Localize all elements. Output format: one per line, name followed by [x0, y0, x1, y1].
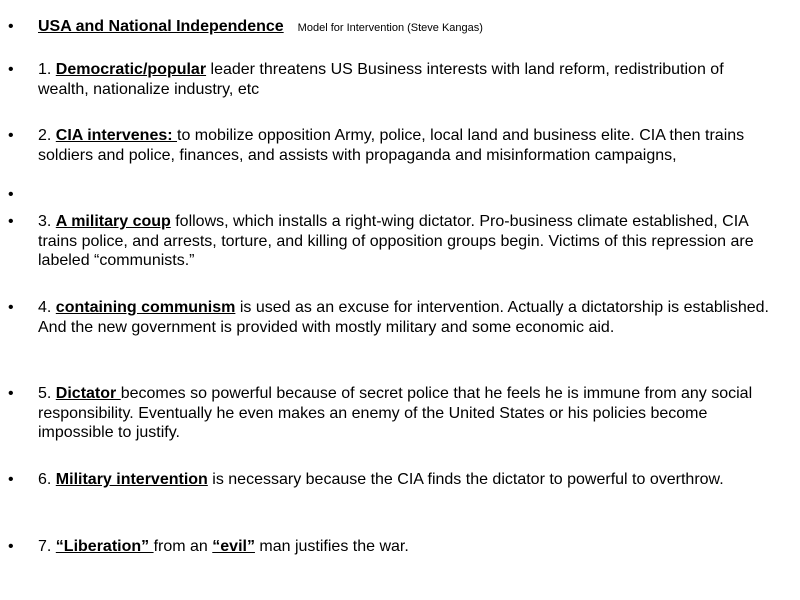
bullet: • — [8, 538, 14, 555]
bullet: • — [8, 186, 14, 203]
item-text: man justifies the war. — [254, 538, 409, 555]
item-number: 4. — [38, 299, 56, 316]
bullet: • — [8, 299, 14, 316]
item-number: 3. — [38, 213, 56, 230]
bullet: • — [8, 471, 14, 488]
bullet: • — [8, 213, 14, 230]
item-keyword: Dictator — [55, 385, 121, 402]
item-keyword: “Liberation” — [55, 538, 154, 555]
bullet: • — [8, 385, 14, 402]
item-number: 6. — [38, 471, 56, 488]
item-keyword: Military intervention — [55, 471, 208, 488]
item-number: 5. — [38, 385, 56, 402]
item-text: becomes so powerful because of secret police that he feels he is immune from any social responsibility. Eventually he even makes an enemy of the United States or his policies become impossible to justify. — [38, 385, 753, 441]
item-text: follows, which installs a right-wing dictator. Pro-business climate established, CIA trains police, and arrests, torture, and killing of opposition groups begin. Victims of this repression are labeled “communists.” — [38, 213, 754, 269]
bullet: • — [8, 18, 14, 35]
item-number: 1. — [38, 61, 56, 78]
item-keyword: A military coup — [55, 213, 171, 230]
list-item-4 — [8, 298, 778, 337]
item-text-mid: from an — [153, 538, 213, 555]
item-keyword: CIA intervenes: — [55, 127, 178, 144]
list-item-5 — [8, 384, 778, 443]
list-item-6 — [8, 470, 778, 490]
item-text: to mobilize opposition Army, police, local land and business elite. CIA then trains soldiers and police, finances, and assists with propaganda and misinformation campaigns, — [38, 127, 745, 164]
item-keyword-2: “evil” — [212, 538, 255, 555]
list-item-3 — [8, 212, 778, 271]
slide-title: USA and National Independence — [38, 18, 284, 35]
item-keyword: containing communism — [55, 299, 236, 316]
list-item-1 — [8, 60, 778, 99]
item-text: is used as an excuse for intervention. Actually a dictatorship is established. And the new government is provided with mostly military and some economic aid. — [38, 299, 769, 336]
item-number: 2. — [38, 127, 56, 144]
item-keyword: Democratic/popular — [55, 61, 207, 78]
list-item-7 — [8, 537, 778, 557]
item-text: leader threatens US Business interests with land reform, redistribution of wealth, nationalize industry, etc — [38, 61, 724, 98]
bullet: • — [8, 61, 14, 78]
item-text: is necessary because the CIA finds the dictator to powerful to overthrow. — [207, 471, 724, 488]
bullet: • — [8, 127, 14, 144]
slide-subtitle: Model for Intervention (Steve Kangas) — [297, 22, 483, 34]
title-item — [8, 17, 778, 39]
item-number: 7. — [38, 538, 56, 555]
list-item-2 — [8, 126, 778, 165]
